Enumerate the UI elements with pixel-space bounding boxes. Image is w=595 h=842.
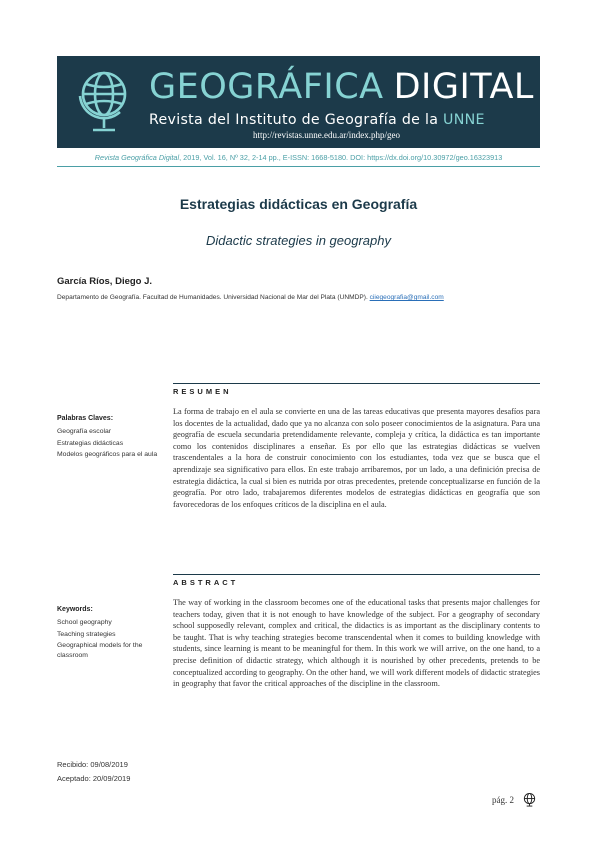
author-name: García Ríos, Diego J. <box>57 276 153 287</box>
page-number: pág. 2 <box>492 795 514 805</box>
abstract-keywords-heading: Keywords: <box>57 606 93 613</box>
received-date: Recibido: 09/08/2019 <box>57 760 128 769</box>
citation-line <box>57 153 540 162</box>
subtitle-main: Revista del Instituto de Geografía de la <box>149 112 444 128</box>
author-affiliation <box>57 294 444 301</box>
author-email-link[interactable]: ciiegeografia@gmail.com <box>369 294 444 301</box>
journal-url-link[interactable]: http://revistas.unne.edu.ar/index.php/geo <box>253 130 400 140</box>
abstract-keyword: Geographical models for the classroom <box>57 642 143 659</box>
abstract-heading: ABSTRACT <box>173 578 239 587</box>
resumen-keyword: Modelos geográficos para el aula <box>57 451 158 458</box>
journal-banner <box>57 56 540 148</box>
resumen-keywords-list <box>57 426 167 461</box>
resumen-divider <box>173 383 540 384</box>
affiliation-text: Departamento de Geografía. Facultad de Humanidades. Universidad Nacional de Mar del Plata (UNMDP). <box>57 294 370 301</box>
abstract-text: The way of working in the classroom becomes one of the educational tasks that presents major challenges for teachers today, given that it is not enough to have knowledge of the subject. For a geography of secondary school supposedly relevant, complex and critical, the didactics is as important as the disciplinary contents to be taught. That is why teaching strategies become transcendental when it comes to building knowledge with students, since learning is meant to be meaningful for them. In this work we will arrive, on the one hand, to a precise definition of didactic strategy, which although it is nourished by other precedents, pretends to be conceptualized according to geography. On the other hand, we will work different models of didactic strategies in geography that favor the critical approaches of the discipline in the classroom. <box>173 598 540 689</box>
resumen-text: La forma de trabajo en el aula se convierte en una de las tareas educativas que presenta mayores desafíos para los docentes de la actualidad, dado que ya no alcanza con solo poseer conocimientos de la asignatura. Para una geografía de escuela secundaria pretendidamente relevante, compleja y crítica, la didáctica es tan importante como los contenidos disciplinares a enseñar. Es por ello que las estrategias didácticas se vuelven trascendentales a la hora de construir conocimiento con los estudiantes, toda vez que se busca que el aprendizaje sea significativo para ellos. En este trabajo arribaremos, por un lado, a una definición precisa de estrategia didáctica, la cual si bien es nutrida por otras precedentes, pretende conceptualizarse en función de la geografía. Por otro lado, trabajaremos diferentes modelos de estrategias didácticas en geografía que son favorecedoras de los enfoques críticos de la disciplina en el aula. <box>173 407 540 509</box>
citation-divider <box>57 166 540 167</box>
journal-subtitle <box>149 112 485 128</box>
title-spanish: Estrategias didácticas en Geografía <box>179 196 418 212</box>
resumen-keyword: Estrategias didácticas <box>57 439 124 447</box>
abstract-keyword: School geography <box>57 619 112 626</box>
journal-brand <box>149 69 534 105</box>
abstract-keywords-list <box>57 617 167 660</box>
resumen-heading: RESUMEN <box>173 387 232 396</box>
abstract-keyword: Teaching strategies <box>57 630 116 638</box>
brand-main: GEOGRÁFICA <box>149 67 384 107</box>
abstract-divider <box>173 574 540 575</box>
brand-digital: DIGITAL <box>393 67 534 107</box>
citation-journal: Revista Geográfica Digital <box>94 153 180 162</box>
subtitle-unne: UNNE <box>443 112 485 128</box>
resumen-keywords-heading: Palabras Claves: <box>57 415 114 422</box>
accepted-date: Aceptado: 20/09/2019 <box>57 774 131 783</box>
resumen-keyword: Geografía escolar <box>57 428 112 435</box>
globe-icon <box>75 66 133 138</box>
globe-icon <box>522 792 537 807</box>
title-english: Didactic strategies in geography <box>206 233 391 248</box>
citation-details: , 2019, Vol. 16, Nº 32, 2-14 pp., E-ISSN: 1668-5180. DOI: https://dx.doi.org/10.30972/geo.16323913 <box>179 153 503 162</box>
